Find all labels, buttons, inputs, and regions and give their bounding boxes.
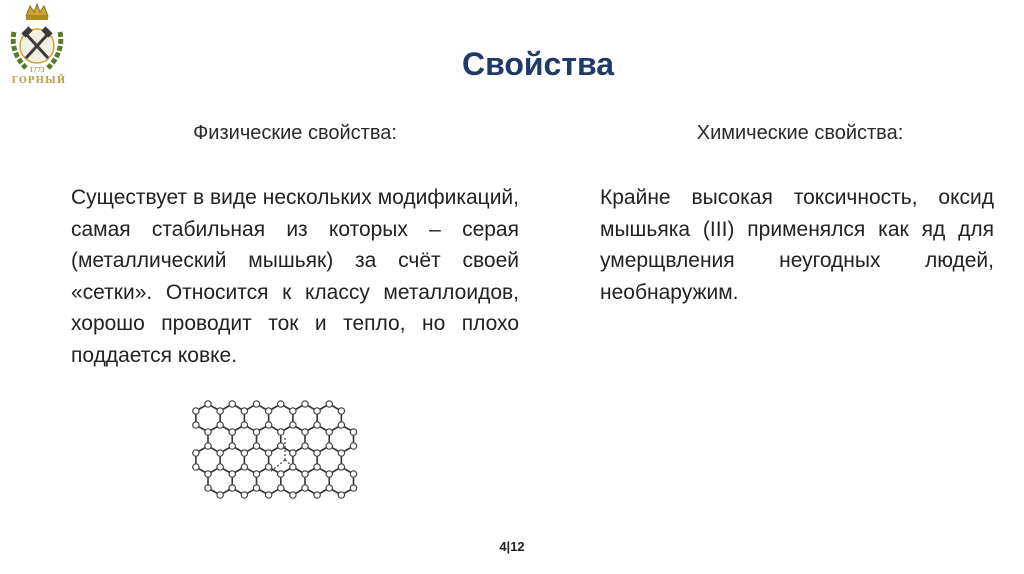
page-number: 4|12	[499, 539, 525, 554]
physical-properties-text: Существует в виде нескольких модификаций, самая стабильная из которых – серая (металлический мышьяк) за счёт своей «сетки». Относится к классу металлоидов, хорошо проводит ток и тепло, но плохо поддается ковке.	[71, 186, 519, 367]
arsenic-hexagonal-lattice-icon	[190, 400, 370, 525]
physical-properties-heading: Физические свойства:	[193, 122, 397, 144]
logo-caption: ГОРНЫЙ	[11, 76, 67, 86]
svg-text:1773: 1773	[29, 67, 45, 74]
chemical-properties-heading: Химические свойства:	[696, 122, 904, 144]
chemical-properties-text: Крайне высокая токсичность, оксид мышьяка (III) применялся как яд для умерщвления неугодных людей, необнаружим.	[600, 186, 994, 304]
slide-title: Свойства	[461, 46, 615, 82]
